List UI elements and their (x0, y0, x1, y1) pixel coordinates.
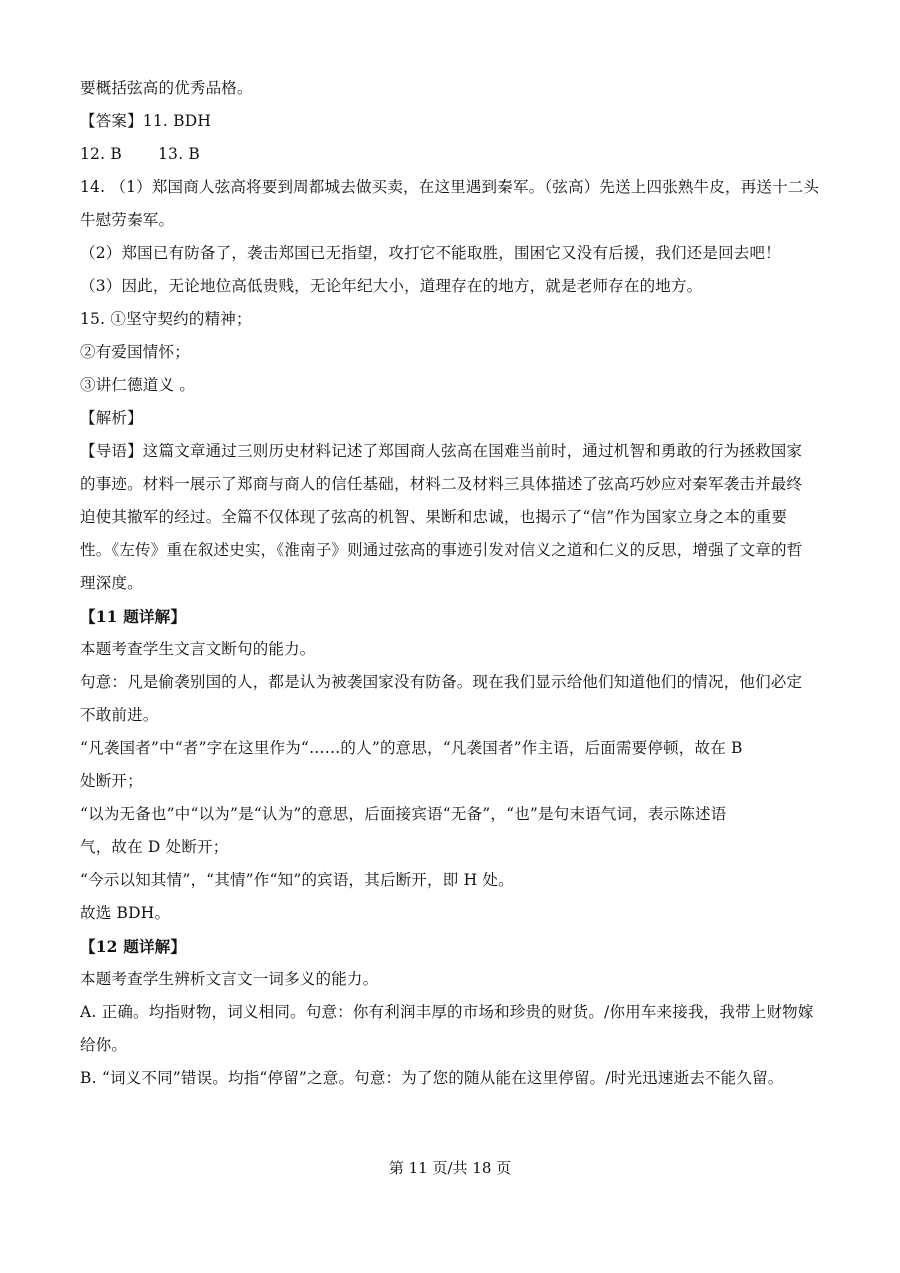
answer-line: 【答案】11. BDH (80, 112, 212, 130)
answer-14-part2: （2）郑国已有防备了，袭击郑国已无指望，攻打它不能取胜，围困它又没有后援，我们还是回去吧！ (80, 244, 781, 262)
q11-text-line: “凡袭国者”中“者”字在这里作为“……的人”的意思，“凡袭国者”作主语，后面需要停顿，故在 B (80, 739, 743, 757)
answer-14-part1-cont: 牛慰劳秦军。 (80, 211, 175, 229)
q11-heading: 【11 题详解】 (80, 607, 187, 626)
q11-text-line: 故选 BDH。 (80, 904, 171, 922)
q12-text-line: 给你。 (80, 1036, 128, 1054)
intro-paragraph-line: 理深度。 (80, 574, 143, 592)
answer-15-item1: 15. ①坚守契约的精神； (80, 310, 252, 328)
answer-15-item3: ③讲仁德道义 。 (80, 376, 196, 394)
page-footer: 第 11 页/共 18 页 (388, 1159, 512, 1177)
answer-13: 13. B (157, 145, 200, 163)
q11-text-line: “今示以知其情”，“其情”作“知”的宾语，其后断开，即 H 处。 (80, 871, 514, 889)
intro-paragraph-line: 性。《左传》重在叙述史实，《淮南子》则通过弦高的事迹引发对信义之道和仁义的反思，增强了文章的哲 (80, 541, 803, 559)
q11-text-line: 句意：凡是偷袭别国的人，都是认为被袭国家没有防备。现在我们显示给他们知道他们的情况，他们必定 (80, 673, 803, 691)
text-line: 要概括弦高的优秀品格。 (80, 79, 253, 97)
q11-text-line: “以为无备也”中“以为”是“认为”的意思，后面接宾语“无备”，“也”是句末语气词，表示陈述语 (80, 805, 727, 823)
intro-paragraph-line: 的事迹。材料一展示了郑商与商人的信任基础，材料二及材料三具体描述了弦高巧妙应对秦军袭击并最终 (80, 475, 803, 493)
intro-paragraph-line: 【导语】这篇文章通过三则历史材料记述了郑国商人弦高在国难当前时，通过机智和勇敢的行为拯救国家 (80, 442, 803, 460)
answer-15-item2: ②有爱国情怀； (80, 343, 190, 361)
q12-text-line: 本题考查学生辨析文言文一词多义的能力。 (80, 970, 379, 988)
analysis-heading: 【解析】 (80, 409, 143, 427)
q12-heading: 【12 题详解】 (80, 937, 187, 956)
answer-14-part1: 14. （1）郑国商人弦高将要到周都城去做买卖，在这里遇到秦军。（弦高）先送上四张熟牛皮，再送十二头 (80, 178, 820, 196)
q11-text-line: 处断开； (80, 772, 143, 790)
answer-12: 12. B (80, 145, 122, 163)
q11-text-line: 气，故在 D 处断开； (80, 838, 229, 856)
answer-14-part3: （3）因此，无论地位高低贵贱，无论年纪大小，道理存在的地方，就是老师存在的地方。 (80, 277, 703, 295)
q12-text-line: A. 正确。均指财物，词义相同。句意：你有利润丰厚的市场和珍贵的财货。/你用车来接我，我带上财物嫁 (80, 1003, 814, 1021)
document-body (80, 72, 840, 1095)
q12-text-line: B. “词义不同”错误。均指“停留”之意。句意：为了您的随从能在这里停留。/时光迅速逝去不能久留。 (80, 1069, 784, 1087)
q11-text-line: 不敢前进。 (80, 706, 159, 724)
answer-line-12-13 (80, 138, 840, 171)
intro-paragraph-line: 迫使其撤军的经过。全篇不仅体现了弦高的机智、果断和忠诚，也揭示了“信”作为国家立身之本的重要 (80, 508, 788, 526)
q11-text-line: 本题考查学生文言文断句的能力。 (80, 640, 316, 658)
